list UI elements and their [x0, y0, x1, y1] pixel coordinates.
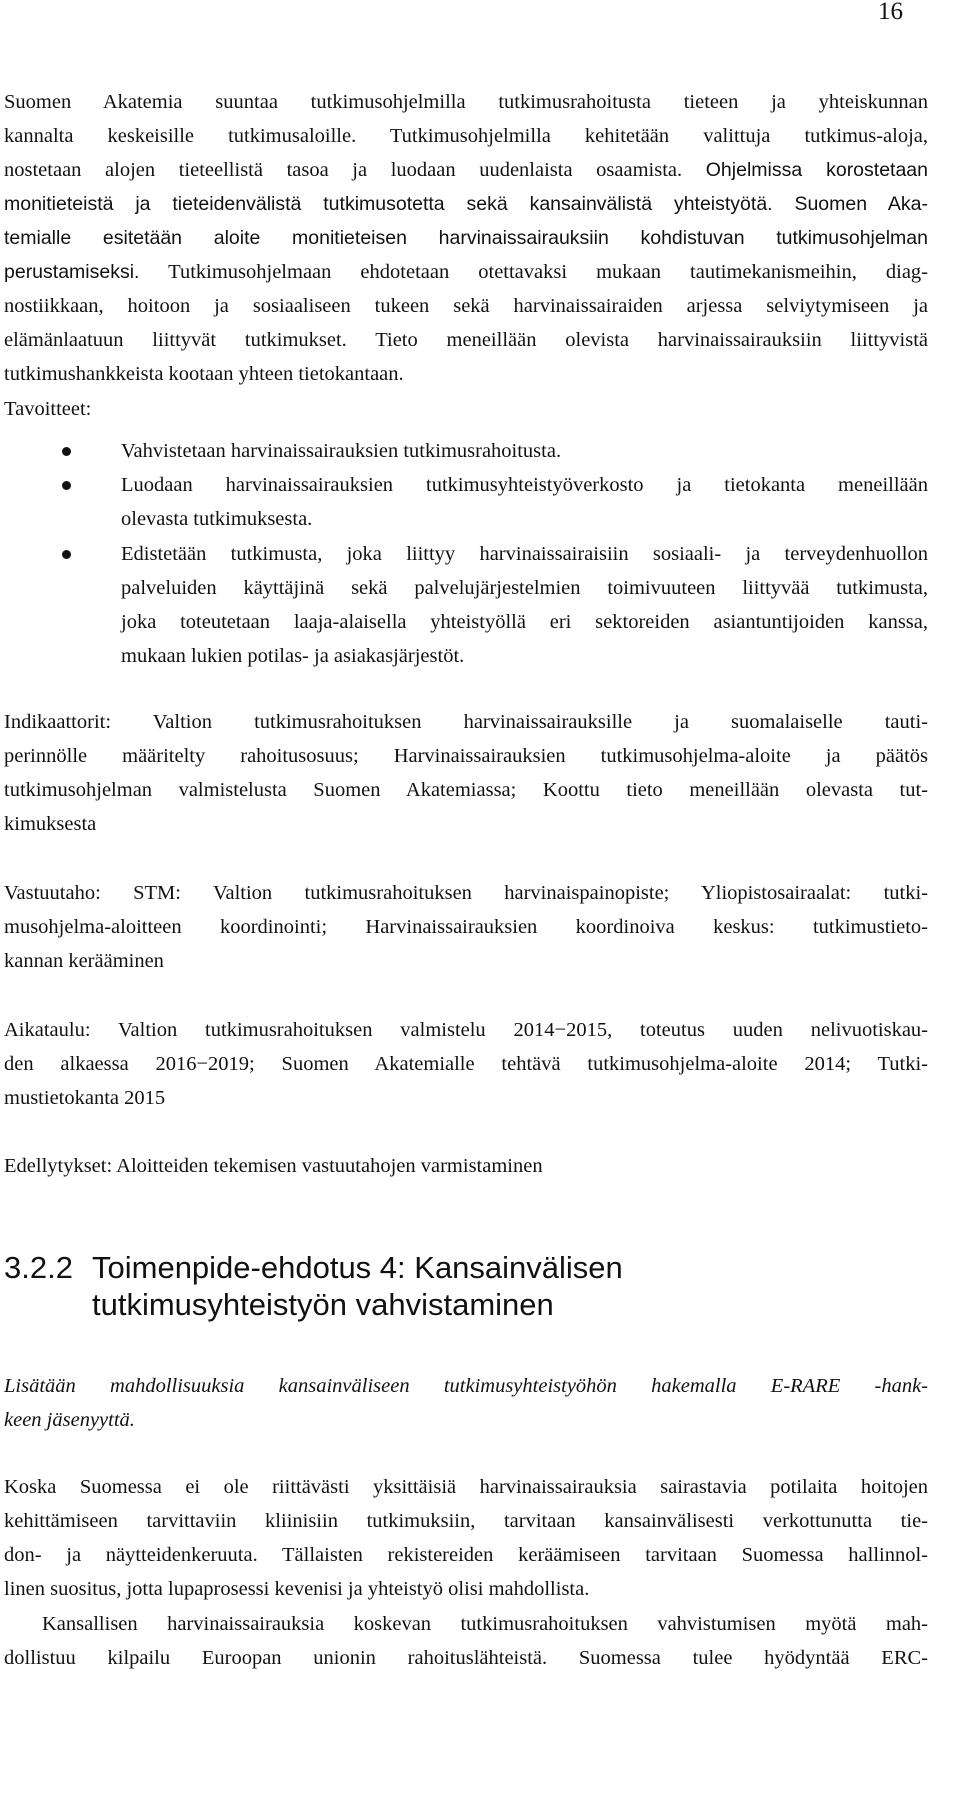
text-line	[4, 255, 928, 289]
text-line: don- ja näytteidenkeruuta. Tällaisten rekistereiden keräämiseen tarvitaan Suomessa hallinnol-	[4, 1544, 928, 1566]
text-segment: perustamiseksi.	[4, 261, 140, 283]
text-line: musohjelma-aloitteen koordinointi; Harvinaissairauksien koordinoiva keskus: tutkimustieto-	[4, 916, 928, 938]
text-segment: nostetaan alojen tieteellistä tasoa ja luodaan uudenlaista osaamista.	[4, 159, 683, 181]
text-line: elämänlaatuun liittyvät tutkimukset. Tieto meneillään olevista harvinaissairauksiin liittyvistä	[4, 329, 928, 351]
bullet-icon	[62, 550, 71, 559]
text-line: den alkaessa 2016−2019; Suomen Akatemialle tehtävä tutkimusohjelma-aloite 2014; Tutki-	[4, 1053, 928, 1075]
text-line: tutkimushankkeista kootaan yhteen tietokantaan.	[4, 363, 404, 385]
summary-paragraph	[4, 1369, 928, 1437]
text-line: keen jäsenyyttä.	[4, 1409, 135, 1431]
intro-paragraph	[4, 85, 928, 391]
body-paragraph	[4, 1607, 928, 1675]
section-number: 3.2.2	[4, 1250, 73, 1285]
text-line: olevasta tutkimuksesta.	[121, 508, 313, 530]
text-line: Vahvistetaan harvinaissairauksien tutkimusrahoitusta.	[121, 440, 562, 462]
text-segment: Ohjelmissa korostetaan	[705, 159, 928, 181]
text-line: temialle esitetään aloite monitieteisen harvinaissairauksiin kohdistuvan tutkimusohjelman	[4, 227, 928, 249]
text-line: kimuksesta	[4, 813, 97, 835]
indicators-paragraph	[4, 705, 928, 841]
text-line: Aikataulu: Valtion tutkimusrahoituksen valmistelu 2014−2015, toteutus uuden nelivuotiskau-	[4, 1019, 928, 1041]
text-line: tutkimusohjelman valmistelusta Suomen Akatemiassa; Koottu tieto meneillään olevasta tut-	[4, 779, 928, 801]
bullet-icon	[62, 447, 71, 456]
text-line: Luodaan harvinaissairauksien tutkimusyhteistyöverkosto ja tietokanta meneillään	[121, 474, 928, 496]
text-line: Edistetään tutkimusta, joka liittyy harvinaissairaisiin sosiaali- ja terveydenhuollon	[121, 543, 928, 565]
text-line: Lisätään mahdollisuuksia kansainväliseen tutkimusyhteistyöhön hakemalla E-RARE -hank-	[4, 1375, 928, 1397]
page-number: 16	[878, 0, 903, 25]
goal-text	[121, 537, 928, 673]
text-line	[4, 187, 928, 221]
bullet-icon	[62, 481, 71, 490]
text-line: Kansallisen harvinaissairauksia koskevan tutkimusrahoituksen vahvistumisen myötä mah-	[42, 1613, 928, 1635]
text-segment: Suomen Aka-	[794, 193, 928, 215]
text-line: perinnölle määritelty rahoitusosuus; Harvinaissairauksien tutkimusohjelma-aloite ja päätös	[4, 745, 928, 767]
responsible-paragraph	[4, 876, 928, 978]
text-line: Edellytykset: Aloitteiden tekemisen vastuutahojen varmistaminen	[4, 1155, 543, 1177]
text-line: palveluiden käyttäjinä sekä palvelujärjestelmien toimivuuteen liittyvää tutkimusta,	[121, 577, 928, 599]
goal-text	[121, 434, 928, 468]
text-segment: Tutkimusohjelmaan ehdotetaan otettavaksi mukaan tautimekanismeihin, diag-	[168, 261, 928, 283]
text-line: dollistuu kilpailu Euroopan unionin rahoituslähteistä. Suomessa tulee hyödyntää ERC-	[4, 1647, 928, 1669]
heading-title-line2: tutkimusyhteistyön vahvistaminen	[92, 1287, 554, 1322]
text-line: linen suositus, jotta lupaprosessi kevenisi ja yhteistyö olisi mahdollista.	[4, 1578, 590, 1600]
schedule-paragraph	[4, 1013, 928, 1115]
text-line: mukaan lukien potilas- ja asiakasjärjestöt.	[121, 645, 465, 667]
body-paragraph	[4, 1470, 928, 1606]
heading-line	[4, 1249, 623, 1286]
goals-label-text: Tavoitteet:	[4, 398, 92, 420]
section-heading	[4, 1249, 623, 1323]
text-line: Indikaattorit: Valtion tutkimusrahoituksen harvinaissairauksille ja suomalaiselle tauti-	[4, 711, 928, 733]
text-line: kannalta keskeisille tutkimusaloille. Tutkimusohjelmilla kehitetään valittuja tutkimus-aloja,	[4, 125, 928, 147]
text-line: Suomen Akatemia suuntaa tutkimusohjelmilla tutkimusrahoitusta tieteen ja yhteiskunnan	[4, 91, 928, 113]
heading-title-line1: Toimenpide-ehdotus 4: Kansainvälisen	[92, 1250, 623, 1285]
goal-text	[121, 468, 928, 536]
text-segment: monitieteistä ja tieteidenvälistä tutkimusotetta sekä kansainvälistä yhteistyötä.	[4, 193, 773, 215]
text-line: nostiikkaan, hoitoon ja sosiaaliseen tukeen sekä harvinaissairaiden arjessa selviytymiseen ja	[4, 295, 928, 317]
text-line: Koska Suomessa ei ole riittävästi yksittäisiä harvinaissairauksia sairastavia potilaita hoitojen	[4, 1476, 928, 1498]
text-line: Vastuutaho: STM: Valtion tutkimusrahoituksen harvinaispainopiste; Yliopistosairaalat: tutki-	[4, 882, 928, 904]
goals-label	[4, 392, 928, 426]
text-line: mustietokanta 2015	[4, 1087, 166, 1109]
text-line	[4, 153, 928, 187]
text-line: kehittämiseen tarvittaviin kliinisiin tutkimuksiin, tarvitaan kansainvälisesti verkottunutta tie-	[4, 1510, 928, 1532]
text-line: joka toteutetaan laaja-alaisella yhteistyöllä eri sektoreiden asiantuntijoiden kanssa,	[121, 611, 928, 633]
text-line: kannan kerääminen	[4, 950, 164, 972]
prerequisites-paragraph	[4, 1149, 928, 1183]
